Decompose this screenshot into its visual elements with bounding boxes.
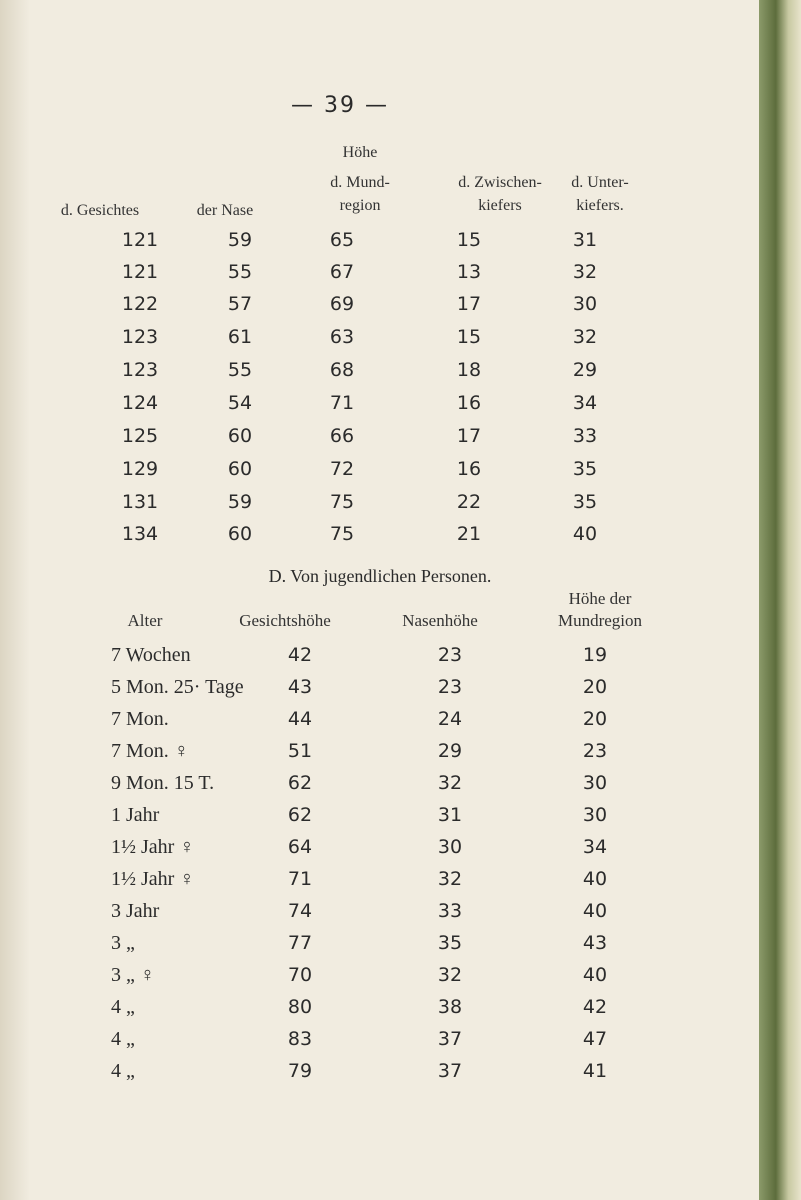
table1-cell-mouth: 75 [329,491,355,513]
table1-header-col3-bot: region [339,197,381,214]
table1-cell-premaxilla: 17 [456,425,482,447]
table1-cell-nose: 55 [227,359,253,381]
table2-cell-face-height: 64 [287,836,313,858]
table2-header-col2: Gesichtshöhe [239,611,331,630]
table1-cell-premaxilla: 16 [456,458,482,480]
table1-cell-mandible: 33 [572,425,598,447]
table1-cell-nose: 60 [227,458,253,480]
table2-cell-nose-height: 30 [437,836,463,858]
table2-cell-age: 7 Wochen [111,644,191,666]
table2-cell-nose-height: 32 [437,772,463,794]
table1-cell-nose: 61 [227,326,253,348]
table1-cell-face: 121 [121,261,159,283]
table2-cell-age: 3 Jahr [111,900,160,922]
table2-cell-age: 7 Mon. [111,708,169,730]
table1-cell-nose: 57 [227,293,253,315]
table1-cell-mouth: 66 [329,425,355,447]
table2-cell-mouth-height: 30 [582,772,608,794]
table2-cell-face-height: 43 [287,676,313,698]
table2-cell-nose-height: 31 [437,804,463,826]
table1-cell-premaxilla: 17 [456,293,482,315]
table1-cell-face: 134 [121,523,159,545]
table1-cell-face: 124 [121,392,159,414]
table2-cell-age: 4 „ [111,1028,135,1050]
table2-cell-mouth-height: 47 [582,1028,608,1050]
table1-cell-mandible: 34 [572,392,598,414]
table2-cell-face-height: 42 [287,644,313,666]
table1-cell-face: 121 [121,229,159,251]
table2-cell-nose-height: 32 [437,964,463,986]
table2-cell-age: 4 „ [111,996,135,1018]
table2-cell-nose-height: 33 [437,900,463,922]
table2-cell-face-height: 62 [287,772,313,794]
table2-cell-face-height: 74 [287,900,313,922]
table1-cell-mouth: 75 [329,523,355,545]
table2-cell-nose-height: 23 [437,644,463,666]
table2-cell-mouth-height: 23 [582,740,608,762]
table2-cell-age: 3 „ ♀ [111,964,155,986]
table2-cell-age: 3 „ [111,932,135,954]
table2-cell-mouth-height: 20 [582,676,608,698]
table1-cell-nose: 59 [227,229,253,251]
table2-cell-nose-height: 38 [437,996,463,1018]
table2-cell-nose-height: 23 [437,676,463,698]
table1-cell-mouth: 69 [329,293,355,315]
table2-cell-nose-height: 32 [437,868,463,890]
table2-cell-mouth-height: 20 [582,708,608,730]
table2-cell-age: 1½ Jahr ♀ [111,868,195,890]
table-row [0,1059,760,1099]
table-row [0,522,760,562]
table2-cell-nose-height: 37 [437,1060,463,1082]
table2-cell-age: 4 „ [111,1060,135,1082]
table2-cell-age: 1½ Jahr ♀ [111,836,195,858]
page-number: — 39 — [291,93,389,118]
table1-cell-nose: 54 [227,392,253,414]
table2-cell-nose-height: 24 [437,708,463,730]
table2-cell-face-height: 44 [287,708,313,730]
table1-cell-premaxilla: 18 [456,359,482,381]
table1-cell-mandible: 35 [572,458,598,480]
table1-cell-mandible: 31 [572,229,598,251]
table2-cell-face-height: 83 [287,1028,313,1050]
table2-cell-mouth-height: 30 [582,804,608,826]
table1-cell-face: 125 [121,425,159,447]
table1-cell-face: 123 [121,326,159,348]
table2-cell-mouth-height: 42 [582,996,608,1018]
table2-cell-age: 1 Jahr [111,804,160,826]
table2-cell-face-height: 51 [287,740,313,762]
table2-cell-mouth-height: 40 [582,964,608,986]
table1-cell-mouth: 72 [329,458,355,480]
table2-cell-nose-height: 37 [437,1028,463,1050]
table1-header-col3-top: Höhe [342,144,378,161]
table2-cell-mouth-height: 19 [582,644,608,666]
table2-header-col1: Alter [127,611,163,630]
table1-cell-premaxilla: 22 [456,491,482,513]
table1-cell-premaxilla: 13 [456,261,482,283]
book-page-edge [759,0,801,1200]
table2-cell-face-height: 62 [287,804,313,826]
table1-cell-premaxilla: 21 [456,523,482,545]
table2-cell-age: 7 Mon. ♀ [111,740,189,762]
table1-cell-mandible: 32 [572,326,598,348]
table1-cell-mouth: 71 [329,392,355,414]
table1-header-col4-bot: kiefers [478,197,522,214]
table2-cell-mouth-height: 41 [582,1060,608,1082]
table1-cell-mandible: 29 [572,359,598,381]
table2-header-col4-top: Höhe der [568,589,632,608]
section-title: D. Von jugendlichen Personen. [268,566,492,586]
table1-cell-face: 129 [121,458,159,480]
table1-cell-mandible: 40 [572,523,598,545]
table1-cell-mouth: 67 [329,261,355,283]
table2-header-col4-bot: Mundregion [557,611,643,630]
table2-cell-mouth-height: 40 [582,900,608,922]
table1-cell-face: 131 [121,491,159,513]
table1-cell-premaxilla: 15 [456,229,482,251]
table1-header-col5-top: d. Unter- [571,174,629,191]
table1-header-col5-bot: kiefers. [576,197,624,214]
table1-cell-mouth: 65 [329,229,355,251]
table2-header-col3: Nasenhöhe [402,611,478,630]
table1-header-col4-top: d. Zwischen- [458,174,542,191]
table1-cell-mandible: 35 [572,491,598,513]
table1-cell-nose: 60 [227,425,253,447]
table2-cell-face-height: 80 [287,996,313,1018]
table2-cell-age: 9 Mon. 15 T. [111,772,215,794]
table1-header-col2: der Nase [196,202,254,219]
table1-cell-nose: 60 [227,523,253,545]
table2-cell-face-height: 71 [287,868,313,890]
table1-cell-mandible: 30 [572,293,598,315]
table2-cell-mouth-height: 34 [582,836,608,858]
table1-cell-face: 123 [121,359,159,381]
table1-cell-premaxilla: 16 [456,392,482,414]
table1-cell-mandible: 32 [572,261,598,283]
table1-cell-face: 122 [121,293,159,315]
table2-cell-mouth-height: 40 [582,868,608,890]
table1-cell-mouth: 63 [329,326,355,348]
table2-cell-mouth-height: 43 [582,932,608,954]
table1-cell-nose: 59 [227,491,253,513]
table2-cell-nose-height: 35 [437,932,463,954]
table2-cell-face-height: 79 [287,1060,313,1082]
table1-header-col1: d. Gesichtes [60,202,140,219]
table1-cell-premaxilla: 15 [456,326,482,348]
table2-cell-face-height: 70 [287,964,313,986]
table2-cell-age: 5 Mon. 25· Tage [111,676,244,698]
table1-cell-mouth: 68 [329,359,355,381]
table2-cell-face-height: 77 [287,932,313,954]
table1-header-col3-mid: d. Mund- [330,174,390,191]
table1-cell-nose: 55 [227,261,253,283]
table2-cell-nose-height: 29 [437,740,463,762]
